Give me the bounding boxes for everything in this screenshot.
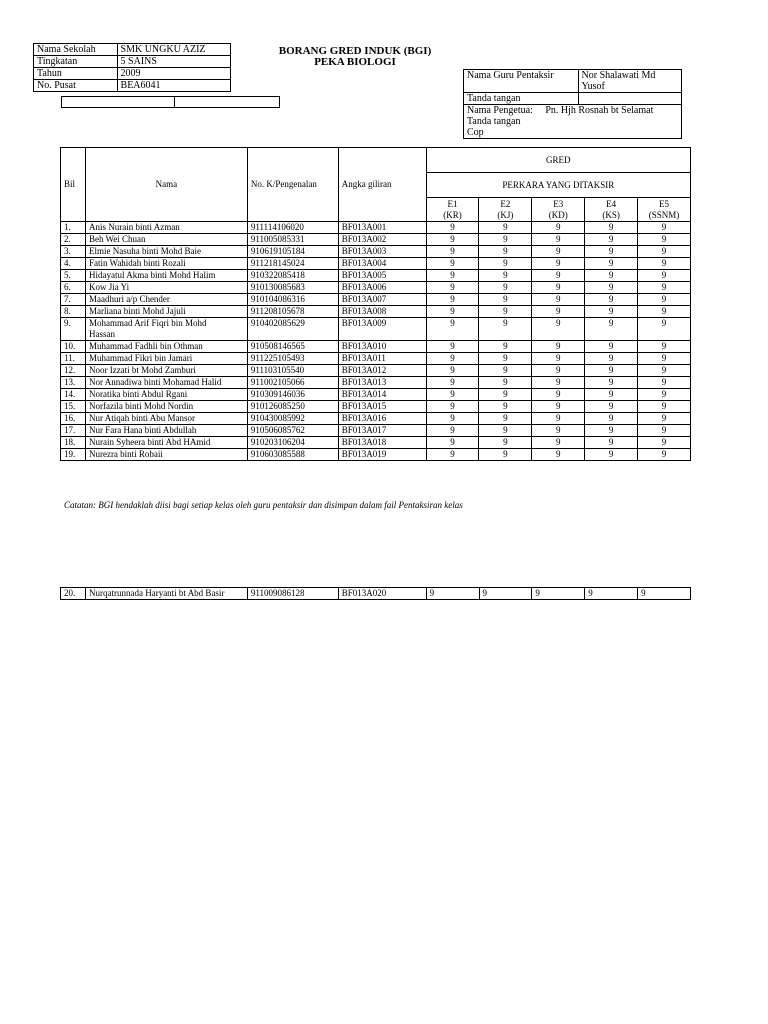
pengetua-value: Pn. Hjh Rosnah bt Selamat — [545, 105, 654, 116]
row-nama: Nur Fara Hana binti Abdullah — [85, 425, 247, 437]
e5-sub: (SSNM) — [648, 209, 680, 220]
row-bil: 19. — [61, 449, 86, 461]
row-angka: BF013A017 — [338, 425, 426, 437]
row-angka: BF013A005 — [338, 270, 426, 282]
title-line-2: PEKA BIOLOGI — [314, 56, 396, 68]
row-angka: BF013A004 — [338, 258, 426, 270]
pusat-row — [34, 80, 231, 92]
row-grade-e5: 9 — [638, 588, 691, 600]
row-ic: 910203106204 — [247, 437, 338, 449]
row-ic: 911208105678 — [247, 306, 338, 318]
guru-row — [464, 70, 682, 93]
row-bil: 13. — [61, 377, 86, 389]
blank-cell — [175, 97, 280, 108]
row-bil: 6. — [61, 282, 86, 294]
row-grade-e2: 9 — [479, 318, 532, 341]
row-grade-e1: 9 — [426, 234, 479, 246]
row-grade-e5: 9 — [638, 449, 691, 461]
row-ic: 910603085588 — [247, 449, 338, 461]
row-grade-e4: 9 — [585, 449, 638, 461]
row-grade-e4: 9 — [585, 306, 638, 318]
header-e1 — [426, 198, 479, 222]
row-grade-e3: 9 — [532, 389, 585, 401]
row-nama: Nur Atiqah binti Abu Mansor — [85, 413, 247, 425]
row-grade-e3: 9 — [532, 294, 585, 306]
row-grade-e2: 9 — [479, 294, 532, 306]
row-angka: BF013A013 — [338, 377, 426, 389]
tanda-label: Tanda tangan — [464, 93, 579, 105]
row-nama: Muhammad Fikri bin Jamari — [85, 353, 247, 365]
row-grade-e4: 9 — [585, 341, 638, 353]
row-ic: 910402085629 — [247, 318, 338, 341]
row-grade-e4: 9 — [585, 353, 638, 365]
row-grade-e2: 9 — [479, 306, 532, 318]
header-nama: Nama — [85, 148, 247, 222]
row-grade-e3: 9 — [532, 222, 585, 234]
row-grade-e1: 9 — [426, 258, 479, 270]
row-ic: 910322085418 — [247, 270, 338, 282]
row-grade-e1: 9 — [426, 449, 479, 461]
row-nama: Nor Annadiwa binti Mohamad Halid — [85, 377, 247, 389]
row-grade-e3: 9 — [532, 588, 585, 600]
row-bil: 5. — [61, 270, 86, 282]
row-grade-e4: 9 — [585, 377, 638, 389]
row-bil: 12. — [61, 365, 86, 377]
row-grade-e2: 9 — [479, 413, 532, 425]
tahun-label: Tahun — [34, 68, 118, 80]
row-grade-e2: 9 — [479, 234, 532, 246]
row-grade-e5: 9 — [638, 270, 691, 282]
row-grade-e3: 9 — [532, 413, 585, 425]
row-angka: BF013A001 — [338, 222, 426, 234]
row-grade-e3: 9 — [532, 270, 585, 282]
row-bil: 18. — [61, 437, 86, 449]
row-grade-e1: 9 — [426, 222, 479, 234]
row-angka: BF013A009 — [338, 318, 426, 341]
row-bil: 20. — [61, 588, 86, 600]
row-grade-e2: 9 — [479, 377, 532, 389]
row-grade-e3: 9 — [532, 306, 585, 318]
row-ic: 911114106020 — [247, 222, 338, 234]
row-grade-e5: 9 — [638, 258, 691, 270]
row-grade-e5: 9 — [638, 365, 691, 377]
row-nama-line-1: Mohammad Arif Fiqri bin Mohd — [88, 318, 207, 328]
table-row — [61, 377, 691, 389]
tingkatan-row — [34, 56, 231, 68]
row-ic: 910430085992 — [247, 413, 338, 425]
row-nama: Marliana binti Mohd Jajuli — [85, 306, 247, 318]
tahun-row — [34, 68, 231, 80]
row-grade-e5: 9 — [638, 246, 691, 258]
table-row — [61, 449, 691, 461]
table-row — [61, 282, 691, 294]
row-grade-e1: 9 — [426, 389, 479, 401]
table-row — [61, 258, 691, 270]
row-angka: BF013A012 — [338, 365, 426, 377]
row-grade-e2: 9 — [479, 222, 532, 234]
table-row — [61, 425, 691, 437]
row-bil: 17. — [61, 425, 86, 437]
row-bil: 7. — [61, 294, 86, 306]
guru-value-line-1: Nor Shalawati Md — [581, 70, 656, 81]
table-row — [61, 588, 691, 600]
form-title — [270, 46, 440, 68]
row-grade-e5: 9 — [638, 282, 691, 294]
row-grade-e2: 9 — [479, 353, 532, 365]
e1-code: E1 — [447, 198, 458, 209]
row-bil: 3. — [61, 246, 86, 258]
grade-table-body — [61, 222, 691, 461]
row-grade-e3: 9 — [532, 258, 585, 270]
row-grade-e3: 9 — [532, 377, 585, 389]
row-grade-e4: 9 — [585, 270, 638, 282]
row-grade-e4: 9 — [585, 294, 638, 306]
row-grade-e2: 9 — [479, 258, 532, 270]
row-grade-e1: 9 — [426, 270, 479, 282]
row-bil: 2. — [61, 234, 86, 246]
row-bil: 10. — [61, 341, 86, 353]
table-row — [61, 437, 691, 449]
guru-value — [578, 70, 681, 93]
e2-code: E2 — [500, 198, 511, 209]
row-grade-e3: 9 — [532, 401, 585, 413]
row-ic: 911002105066 — [247, 377, 338, 389]
row-grade-e2: 9 — [479, 449, 532, 461]
row-grade-e1: 9 — [426, 377, 479, 389]
e3-code: E3 — [553, 198, 564, 209]
row-grade-e3: 9 — [532, 353, 585, 365]
row-grade-e1: 9 — [426, 282, 479, 294]
row-ic: 911005085331 — [247, 234, 338, 246]
pengetua-line — [467, 105, 678, 116]
row-grade-e4: 9 — [585, 425, 638, 437]
row-grade-e2: 9 — [479, 401, 532, 413]
row-grade-e1: 9 — [426, 341, 479, 353]
row-grade-e2: 9 — [479, 365, 532, 377]
teacher-info-table — [463, 69, 682, 139]
row-grade-e3: 9 — [532, 246, 585, 258]
row-grade-e5: 9 — [638, 377, 691, 389]
header-bil: Bil — [61, 148, 86, 222]
header-perkara: PERKARA YANG DITAKSIR — [426, 173, 690, 198]
row-grade-e1: 9 — [426, 365, 479, 377]
row-nama: Muhammad Fadhli bin Othman — [85, 341, 247, 353]
school-row — [34, 44, 231, 56]
table-row — [61, 341, 691, 353]
row-grade-e4: 9 — [585, 258, 638, 270]
row-angka: BF013A003 — [338, 246, 426, 258]
e3-sub: (KD) — [548, 209, 568, 220]
guru-value-line-2: Yusof — [581, 81, 605, 92]
row-ic: 911218145024 — [247, 258, 338, 270]
header-angka: Angka giliran — [338, 148, 426, 222]
e2-sub: (KJ) — [497, 209, 514, 220]
pusat-label: No. Pusat — [34, 80, 118, 92]
row-grade-e5: 9 — [638, 437, 691, 449]
school-label: Nama Sekolah — [34, 44, 118, 56]
row-bil: 11. — [61, 353, 86, 365]
row-grade-e4: 9 — [585, 389, 638, 401]
row-grade-e4: 9 — [585, 588, 638, 600]
row-grade-e1: 9 — [426, 246, 479, 258]
row-ic: 910309146036 — [247, 389, 338, 401]
row-nama: Maadhuri a/p Chender — [85, 294, 247, 306]
row-bil: 16. — [61, 413, 86, 425]
table-row — [61, 389, 691, 401]
row-grade-e5: 9 — [638, 294, 691, 306]
row-grade-e5: 9 — [638, 353, 691, 365]
row-nama: Beh Wei Chuan — [85, 234, 247, 246]
pengetua-cell — [464, 105, 682, 139]
e4-sub: (KS) — [602, 209, 620, 220]
row-angka: BF013A019 — [338, 449, 426, 461]
row-nama: Hidayatul Akma binti Mohd Halim — [85, 270, 247, 282]
row-grade-e3: 9 — [532, 449, 585, 461]
guru-label: Nama Guru Pentaksir — [464, 70, 579, 93]
row-ic: 911225105493 — [247, 353, 338, 365]
row-angka: BF013A008 — [338, 306, 426, 318]
header-ic: No. K/Pengenalan — [247, 148, 338, 222]
row-nama: Nurain Syheera binti Abd HAmid — [85, 437, 247, 449]
row-grade-e2: 9 — [479, 588, 532, 600]
grade-table — [60, 147, 691, 461]
tingkatan-value: 5 SAINS — [117, 56, 230, 68]
row-ic: 910126085250 — [247, 401, 338, 413]
row-grade-e3: 9 — [532, 437, 585, 449]
row-grade-e2: 9 — [479, 389, 532, 401]
row-grade-e3: 9 — [532, 234, 585, 246]
school-info-table — [33, 43, 231, 92]
row-grade-e4: 9 — [585, 401, 638, 413]
row-grade-e4: 9 — [585, 365, 638, 377]
row-grade-e2: 9 — [479, 341, 532, 353]
tahun-value: 2009 — [117, 68, 230, 80]
row-angka: BF013A010 — [338, 341, 426, 353]
row-nama-line-2: Hassan — [88, 329, 115, 339]
tanda-row — [464, 93, 682, 105]
row-grade-e1: 9 — [426, 318, 479, 341]
tanda2-label: Tanda tangan — [467, 116, 521, 127]
row-grade-e4: 9 — [585, 437, 638, 449]
blank-cell — [62, 97, 175, 108]
row-grade-e5: 9 — [638, 401, 691, 413]
row-grade-e4: 9 — [585, 246, 638, 258]
table-row — [61, 294, 691, 306]
row-bil: 14. — [61, 389, 86, 401]
row-grade-e2: 9 — [479, 246, 532, 258]
table-row — [61, 401, 691, 413]
row-grade-e5: 9 — [638, 413, 691, 425]
row-ic: 910506085762 — [247, 425, 338, 437]
table-row — [61, 222, 691, 234]
table-row — [61, 306, 691, 318]
row-nama: Elmie Nasuha binti Mohd Baie — [85, 246, 247, 258]
row-ic: 910130085683 — [247, 282, 338, 294]
table-row — [61, 413, 691, 425]
header-e4 — [585, 198, 638, 222]
row-grade-e4: 9 — [585, 234, 638, 246]
row-grade-e4: 9 — [585, 413, 638, 425]
table-row — [61, 270, 691, 282]
row-grade-e4: 9 — [585, 318, 638, 341]
row-nama: Noratika binti Abdul Rgani — [85, 389, 247, 401]
row-grade-e5: 9 — [638, 341, 691, 353]
row-bil: 4. — [61, 258, 86, 270]
row-grade-e5: 9 — [638, 306, 691, 318]
row-grade-e5: 9 — [638, 389, 691, 401]
row-ic: 910619105184 — [247, 246, 338, 258]
pengetua-label: Nama Pengetua: — [467, 105, 533, 116]
row-angka: BF013A011 — [338, 353, 426, 365]
row-grade-e1: 9 — [426, 294, 479, 306]
e5-code: E5 — [659, 198, 669, 209]
row-grade-e3: 9 — [532, 282, 585, 294]
row-bil: 1. — [61, 222, 86, 234]
row-bil: 15. — [61, 401, 86, 413]
row-ic: 911103105540 — [247, 365, 338, 377]
row-grade-e1: 9 — [426, 306, 479, 318]
row-bil: 9. — [61, 318, 86, 341]
table-row — [61, 234, 691, 246]
row-ic: 910104086316 — [247, 294, 338, 306]
title-line-1: BORANG GRED INDUK (BGI) — [278, 45, 432, 57]
row-grade-e3: 9 — [532, 318, 585, 341]
blank-box — [61, 96, 280, 108]
row-grade-e1: 9 — [426, 413, 479, 425]
row-grade-e1: 9 — [426, 437, 479, 449]
row-angka: BF013A018 — [338, 437, 426, 449]
table-row — [61, 246, 691, 258]
row-grade-e5: 9 — [638, 222, 691, 234]
row-nama: Anis Nurain binti Azman — [85, 222, 247, 234]
grade-table-row20 — [60, 587, 691, 600]
row-nama: Noor Izzati bt Mohd Zamburi — [85, 365, 247, 377]
row-grade-e2: 9 — [479, 437, 532, 449]
table-row — [61, 353, 691, 365]
note-text: Catatan: BGI hendaklah diisi bagi setiap kelas oleh guru pentaksir dan disimpan dalam fail Pentaksiran kelas — [64, 500, 463, 510]
row-nama: Nurqatrunnada Haryanti bt Abd Basir — [85, 588, 247, 600]
e4-code: E4 — [606, 198, 617, 209]
row-angka: BF013A015 — [338, 401, 426, 413]
pengetua-row — [464, 105, 682, 139]
row-nama: Kow Jia Yi — [85, 282, 247, 294]
cop-label: Cop — [467, 127, 484, 138]
row-grade-e1: 9 — [426, 353, 479, 365]
row-grade-e4: 9 — [585, 282, 638, 294]
row-nama: Nurezra binti Robaii — [85, 449, 247, 461]
row-grade-e2: 9 — [479, 282, 532, 294]
row-grade-e1: 9 — [426, 425, 479, 437]
tanda-value — [578, 93, 681, 105]
row-nama — [85, 318, 247, 341]
tingkatan-label: Tingkatan — [34, 56, 118, 68]
row-angka: BF013A002 — [338, 234, 426, 246]
header-e5 — [638, 198, 691, 222]
row-bil: 8. — [61, 306, 86, 318]
header-e2 — [479, 198, 532, 222]
row-angka: BF013A020 — [338, 588, 426, 600]
row-grade-e2: 9 — [479, 425, 532, 437]
row-angka: BF013A014 — [338, 389, 426, 401]
header-e3 — [532, 198, 585, 222]
row-angka: BF013A016 — [338, 413, 426, 425]
pusat-value: BEA6041 — [117, 80, 230, 92]
row-angka: BF013A007 — [338, 294, 426, 306]
row-grade-e3: 9 — [532, 425, 585, 437]
row-grade-e3: 9 — [532, 365, 585, 377]
row-grade-e1: 9 — [426, 588, 479, 600]
school-value: SMK UNGKU AZIZ — [117, 44, 230, 56]
row-grade-e1: 9 — [426, 401, 479, 413]
row-grade-e5: 9 — [638, 234, 691, 246]
row-angka: BF013A006 — [338, 282, 426, 294]
row-nama: Fatin Wahidah binti Rozali — [85, 258, 247, 270]
table-row — [61, 318, 691, 341]
row-grade-e2: 9 — [479, 270, 532, 282]
row-grade-e3: 9 — [532, 341, 585, 353]
header-gred: GRED — [426, 148, 690, 173]
row-grade-e4: 9 — [585, 222, 638, 234]
row-grade-e5: 9 — [638, 425, 691, 437]
table-row — [61, 365, 691, 377]
row-ic: 910508146565 — [247, 341, 338, 353]
row-nama: Norfazila binti Mohd Nordin — [85, 401, 247, 413]
row-ic: 911009086128 — [247, 588, 338, 600]
e1-sub: (KR) — [443, 209, 462, 220]
row-grade-e5: 9 — [638, 318, 691, 341]
